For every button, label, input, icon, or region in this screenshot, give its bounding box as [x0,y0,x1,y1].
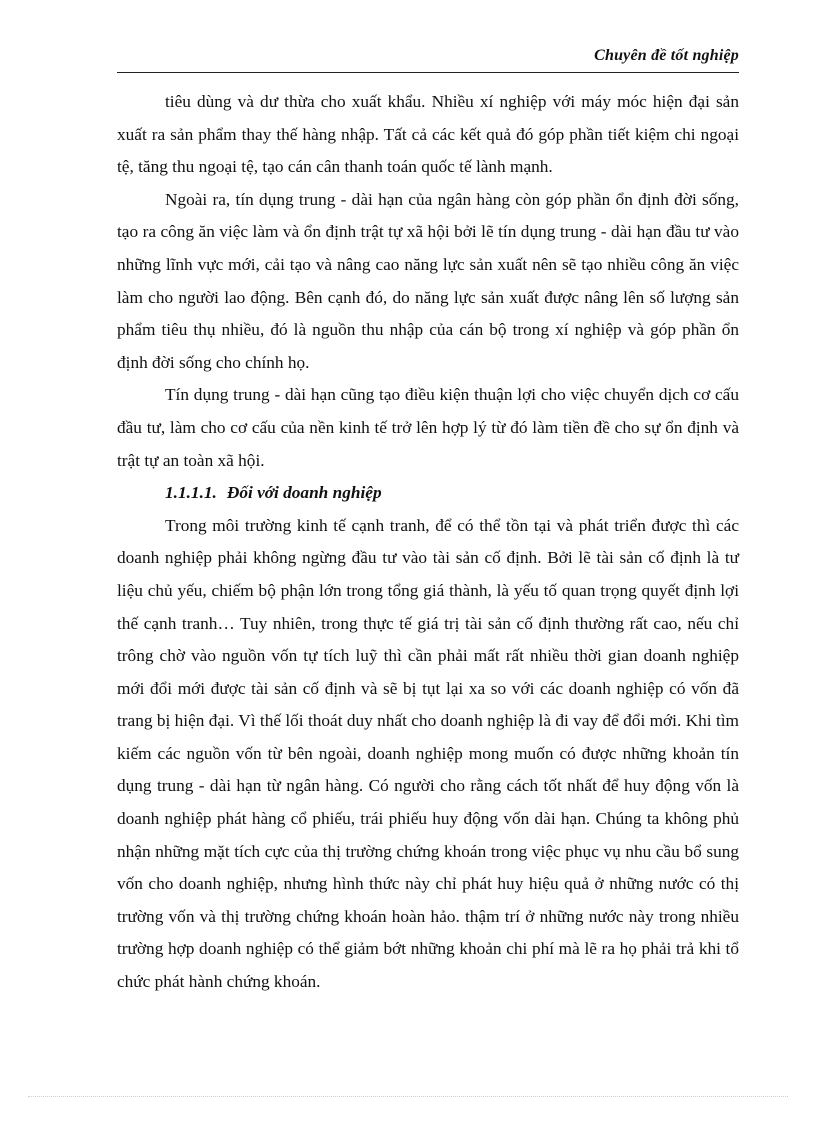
page-header [117,44,739,73]
paragraph-continuation: tiêu dùng và dư thừa cho xuất khẩu. Nhiều xí nghiệp với máy móc hiện đại sản xuất ra sản phẩm thay thế hàng nhập. Tất cả các kết quả đó góp phần tiết kiệm chi ngoại tệ, tăng thu ngoại tệ, tạo cán cân thanh toán quốc tế lành mạnh. [117,92,739,177]
paragraph-social-stability: Ngoài ra, tín dụng trung - dài hạn của ngân hàng còn góp phần ổn định đời sống, tạo ra công ăn việc làm và ổn định trật tự xã hội bởi lẽ tín dụng trung - dài hạn đầu tư vào những lĩnh vực mới, cải tạo và nâng cao năng lực sản xuất nên sẽ tạo nhiều công ăn việc làm cho người lao động. Bên cạnh đó, do năng lực sản xuất được nâng lên số lượng sản phẩm tiêu thụ nhiều, đó là nguồn thu nhập của cán bộ trong xí nghiệp và góp phần ổn định đời sống cho chính họ. [117,189,739,372]
paragraph-enterprises: Trong môi trường kinh tế cạnh tranh, để có thể tồn tại và phát triển được thì các doanh nghiệp phải không ngừng đầu tư vào tài sản cố định. Bởi lẽ tài sản cố định là tư liệu chủ yếu, chiếm bộ phận lớn trong tổng giá thành, là yếu tố quan trọng quyết định lợi thế cạnh tranh… Tuy nhiên, trong thực tế giá trị tài sản cố định thường rất cao, nếu chỉ trông chờ vào nguồn vốn tự tích luỹ thì cần phải mất rất nhiều thời gian doanh nghiệp mới đổi mới được tài sản cố định và sẽ bị tụt lại xa so với các doanh nghiệp có vốn đã trang bị hiện đại. Vì thế lối thoát duy nhất cho doanh nghiệp là đi vay để đổi mới. Khi tìm kiếm các nguồn vốn từ bên ngoài, doanh nghiệp mong muốn có được những khoản tín dụng trung - dài hạn từ ngân hàng. Có người cho rằng cách tốt nhất để huy động vốn là doanh nghiệp phát hàng cổ phiếu, trái phiếu huy động vốn dài hạn. Chúng ta không phủ nhận những mặt tích cực của thị trường chứng khoán trong việc phục vụ nhu cầu bổ sung vốn cho doanh nghiệp, nhưng hình thức này chỉ phát huy hiệu quả ở những nước có thị trường vốn và thị trường chứng khoán hoàn hảo. thậm trí ở những nước này trong nhiều trường hợp doanh nghiệp có thể giảm bớt những khoản chi phí mà lẽ ra họ phải trả khi tổ chức phát hành chứng khoán. [117,515,739,992]
header-title: Chuyên đề tốt nghiệp [594,47,739,64]
section-number: 1.1.1.1. [165,483,217,503]
footer-divider [28,1096,788,1097]
section-heading [117,477,739,510]
paragraph-economic-structure: Tín dụng trung - dài hạn cũng tạo điều kiện thuận lợi cho việc chuyển dịch cơ cấu đầu tư, làm cho cơ cấu của nền kinh tế trở lên hợp lý từ đó làm tiền đề cho sự ổn định và trật tự an toàn xã hội. [117,385,739,470]
section-title: Đối với doanh nghiệp [226,483,382,503]
document-body [117,86,739,999]
